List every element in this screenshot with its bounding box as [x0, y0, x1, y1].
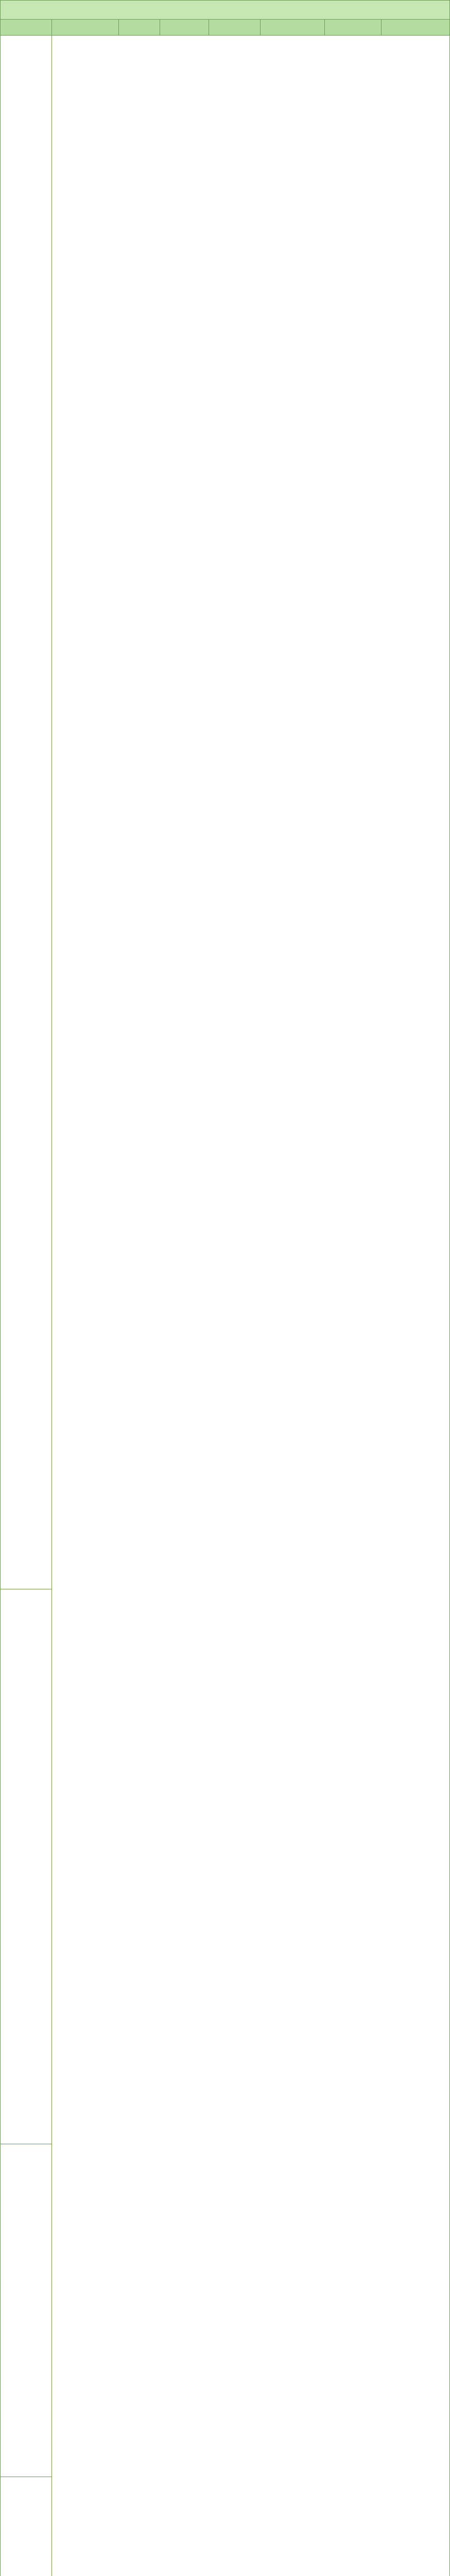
region-cell	[1, 36, 52, 1589]
column-header-total-price	[209, 20, 261, 35]
column-header-floor	[325, 20, 382, 35]
region-cell	[1, 2477, 52, 2576]
column-header-community	[52, 20, 119, 35]
column-header-area	[160, 20, 209, 35]
column-header-row	[1, 20, 449, 36]
title-bar	[1, 1, 449, 20]
region-cell	[1, 1589, 52, 2144]
column-header-date	[382, 20, 439, 35]
region-cell	[1, 2144, 52, 2477]
column-header-region	[1, 20, 52, 35]
column-header-unit-price	[261, 20, 325, 35]
column-header-layout	[119, 20, 160, 35]
